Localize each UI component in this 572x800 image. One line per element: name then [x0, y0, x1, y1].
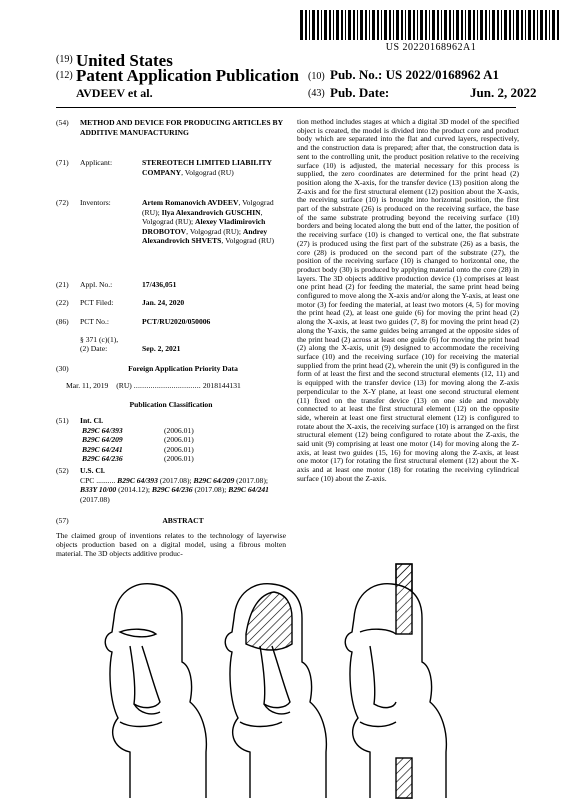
cpc-version: (2017.08); — [234, 475, 268, 485]
barcode-bar — [485, 10, 487, 40]
abstract-code: (57) — [56, 516, 69, 525]
barcode-bar — [360, 10, 363, 40]
barcode-bar — [393, 10, 394, 40]
barcode-bar — [305, 10, 307, 40]
barcode-bar — [408, 10, 411, 40]
intcl-row — [80, 454, 286, 464]
barcode-bar — [456, 10, 459, 40]
barcode-bar — [537, 10, 538, 40]
field-pct-filed — [56, 298, 286, 310]
s371-date: Sep. 2, 2021 — [142, 344, 181, 354]
inventors-code: (72) — [56, 198, 69, 207]
barcode-bar — [413, 10, 415, 40]
barcode-bar — [497, 10, 499, 40]
barcode-bar — [461, 10, 463, 40]
drawing-figures — [90, 562, 510, 800]
pct-filed-label: PCT Filed: — [80, 298, 114, 307]
barcode-bar — [321, 10, 322, 40]
barcode-bar — [317, 10, 319, 40]
field-us-cl — [56, 466, 286, 510]
publication-date: Jun. 2, 2022 — [470, 85, 537, 100]
code-10: (10) — [308, 71, 325, 82]
barcode-bar — [468, 10, 471, 40]
applicant-label: Applicant: — [80, 158, 113, 167]
figure-moai-1 — [105, 584, 206, 798]
inventor-name: Ilya Alexandrovich GUSCHIN — [161, 207, 261, 217]
barcode-bar — [420, 10, 423, 40]
field-appl-no — [56, 280, 286, 292]
barcode-bar — [341, 10, 343, 40]
barcode-number: US 20220168962A1 — [385, 42, 477, 53]
inventor-name: Alexey Vladimirovich DROBOTOV — [142, 217, 266, 236]
barcode-bar — [369, 10, 370, 40]
inventors-label: Inventors: — [80, 198, 111, 207]
barcode-bar — [300, 10, 303, 40]
uscl-code: (52) — [56, 466, 69, 475]
barcode-bar — [432, 10, 435, 40]
barcode-bar — [365, 10, 367, 40]
inventor-name: Artem Romanovich AVDEEV — [142, 198, 239, 207]
field-pct-no — [56, 317, 286, 357]
barcode-bar — [437, 10, 439, 40]
barcode-bar — [345, 10, 346, 40]
figure-moai-3 — [345, 564, 446, 798]
barcode-bar — [465, 10, 466, 40]
intcl-version: (2006.01) — [164, 435, 194, 445]
cpc-version: (2017.08); — [157, 475, 194, 485]
priority-heading: Foreign Application Priority Data — [128, 364, 238, 373]
barcode-bar — [557, 10, 559, 40]
barcode-bar — [401, 10, 403, 40]
cpc-class: B29C 64/241 — [228, 485, 269, 495]
publication-date-label: Pub. Date: — [330, 85, 390, 100]
barcode-bar — [473, 10, 475, 40]
code-12: (12) — [56, 70, 73, 81]
publication-number: Pub. No.: US 2022/0168962 A1 — [330, 67, 500, 82]
country: United States — [76, 51, 173, 70]
field-int-cl — [56, 416, 286, 468]
barcode-bar — [389, 10, 391, 40]
barcode-bar — [501, 10, 502, 40]
barcode-bar — [504, 10, 507, 40]
barcode-bar — [372, 10, 375, 40]
intcl-row — [80, 445, 286, 455]
code-19: (19) — [56, 54, 73, 65]
barcode-bar — [312, 10, 315, 40]
barcode-bar — [509, 10, 511, 40]
barcode-bar — [525, 10, 526, 40]
pct-filed-code: (22) — [56, 298, 69, 307]
field-applicant — [56, 158, 286, 188]
cpc-version: (2017.08); — [192, 485, 229, 495]
barcode-bar — [549, 10, 550, 40]
inventor-location: , Volgograd (RU); — [142, 207, 263, 227]
cpc-class: B33Y 10/00 — [80, 485, 117, 495]
field-abstract-heading — [56, 516, 286, 528]
abstract-heading: ABSTRACT — [162, 516, 204, 525]
barcode-bar — [489, 10, 490, 40]
barcode-bar — [396, 10, 399, 40]
intcl-row — [80, 435, 286, 445]
pct-no-label: PCT No.: — [80, 317, 109, 326]
barcode-bar — [429, 10, 430, 40]
barcode-bar — [545, 10, 547, 40]
intcl-version: (2006.01) — [164, 454, 194, 464]
priority-country: (RU) — [116, 381, 132, 390]
applicant-location: , Volgograd (RU) — [181, 167, 234, 177]
priority-dots: ................................ — [133, 381, 201, 390]
barcode-bar — [381, 10, 382, 40]
inventor-location: , Volgograd (RU); — [186, 226, 243, 236]
barcode-bar — [357, 10, 358, 40]
barcode-bar — [516, 10, 519, 40]
applicant-name: STEREOTECH LIMITED LIABILITY COMPANY — [142, 158, 272, 177]
priority-row — [66, 381, 286, 393]
intcl-code: (51) — [56, 416, 69, 425]
appl-no: 17/436,051 — [142, 280, 177, 289]
abstract-right: tion method includes stages at which a digital 3D model of the specified object is created, the model is divided into the product core and product body which are separated into the flat and curved layers, respectively, and the construction data is prepared; after that, the construction data is sent to the controlling unit, the product position relative to the receiving surface (10) is adjusted, the material necessary for this process is supplied, the zero coordinates are determined for the print head (2) position along the X-axis, for the transfer device (13) position along the Z-axis and for the first structural element (12) position about the X-axis, the receiving surface (10) is brought into horizontal position, the first part of the substrate (26) is produced on the receiving surface, the base of the same substrate protruding beyond the receiving surface (10) borders and being located along the butt end of the latter, the position of the receiving surface (10) is changed to vertical one, the flat substrate (27) is produced using the first part of the substrate (26) as a basis, the core (28) is produced on the second part of the substrate (27), the position of the receiving surface (10) is changed to horizontal one, the product body (30) is produced by applying material onto the core (28) in layers. The 3D objects additive production device (1) comprises at least one print head (2) for feeding the material, the same print head being configured to move along the X-axis and/or along the Y-axis, at least one motor (3) for feeding the material, at least two motors (4, 5) for moving the print head (2), at least one guide (6) for moving the print head (2) along the X-axis, at least two guides (7, 8) for moving the print head (2) along the Y-axis, the same guides being arranged at the opposite sides of the print head (2) across at least one guide (6) for moving the print head (2) along the X-axis, unit (9) designed to accommodate the receiving surface (10) and the receiving surface (10) for receiving the material supplied from the print head (2), wherein the unit (9) is configured in the form of at least the first and the second structural elements (12, 11) and is equipped with the transfer device (13) for moving along the Z-axis perpendicular to the X-Y plane, at least one second structural element (11) fixed on the transfer device (13) on one side and movably connected to at least the first structural element (12) on the opposite side, wherein at least one first structural element (12) is configured to rotate about the X-axis, the receiving surface (10) is arranged on the first structural element (12) being configured to rotate about the Z-axis, the said unit (9) comprising at least one motor (14) for moving along the Z-axis, at least two guides (15, 16) for moving along the Z-axis, at least one motor (17) for rotating the first structural element (12) about the X-axis and at least one motor (18) for rotating the receiving cylindrical surface (10) about the Z-axis. — [297, 117, 519, 483]
uscl-label: U.S. Cl. — [80, 466, 105, 475]
field-title — [56, 118, 286, 148]
intcl-row — [80, 426, 286, 436]
priority-date: Mar. 11, 2019 — [66, 381, 109, 390]
appl-code: (21) — [56, 280, 69, 289]
barcode — [300, 10, 560, 40]
field-priority — [56, 364, 286, 376]
intcl-version: (2006.01) — [164, 425, 194, 435]
cpc-class: B29C 64/236 — [151, 485, 193, 495]
applicant-code: (71) — [56, 158, 69, 167]
barcode-bar — [477, 10, 478, 40]
inventor-name: Andrey Alexandrovich SHVETS — [142, 226, 268, 246]
title: METHOD AND DEVICE FOR PRODUCING ARTICLES BY ADDITIVE MANUFACTURING — [80, 118, 283, 137]
intcl-class: B29C 64/209 — [82, 435, 123, 445]
inventor-location: , Volgograd (RU); — [142, 198, 274, 217]
barcode-bar — [453, 10, 454, 40]
cpc-version: (2014.12); — [116, 485, 152, 495]
barcode-bar — [336, 10, 339, 40]
code-43: (43) — [308, 88, 325, 99]
cpc-class: B29C 64/209 — [193, 475, 235, 485]
barcode-bar — [521, 10, 523, 40]
barcode-bar — [348, 10, 351, 40]
barcode-bar — [449, 10, 451, 40]
pct-filed: Jan. 24, 2020 — [142, 298, 185, 307]
barcode-bar — [309, 10, 310, 40]
cpc-version: (2017.08) — [80, 494, 110, 504]
priority-code: (30) — [56, 364, 69, 373]
barcode-bar — [384, 10, 387, 40]
intcl-version: (2006.01) — [164, 444, 194, 454]
barcode-bar — [552, 10, 555, 40]
cpc-class: B29C 64/393 — [117, 475, 158, 485]
barcode-bar — [540, 10, 543, 40]
pct-no: PCT/RU2020/050006 — [142, 317, 211, 326]
barcode-bar — [353, 10, 355, 40]
s371-label: § 371 (c)(1), — [80, 334, 119, 344]
barcode-bar — [528, 10, 531, 40]
barcode-bar — [533, 10, 535, 40]
classification-heading: Publication Classification — [129, 400, 213, 409]
barcode-bar — [441, 10, 442, 40]
field-inventors — [56, 198, 286, 268]
barcode-bar — [444, 10, 447, 40]
title-code: (54) — [56, 118, 69, 127]
barcode-bar — [405, 10, 406, 40]
publication-type: Patent Application Publication — [76, 66, 299, 85]
barcode-bar — [513, 10, 514, 40]
intcl-class: B29C 64/236 — [82, 454, 123, 464]
barcode-bar — [480, 10, 483, 40]
first-inventor: AVDEEV et al. — [76, 86, 153, 100]
barcode-bar — [324, 10, 327, 40]
intcl-label: Int. Cl. — [80, 416, 103, 425]
barcode-bar — [425, 10, 427, 40]
priority-number: 2018144131 — [202, 381, 241, 390]
barcode-bar — [329, 10, 331, 40]
abstract-left: The claimed group of inventions relates to the technology of layerwise objects production based on a digital model, using a fibrous molten material. The 3D objects additive produc- — [56, 531, 286, 559]
barcode-bar — [492, 10, 495, 40]
inventor-location: , Volgograd (RU) — [221, 236, 275, 246]
pct-no-code: (86) — [56, 317, 69, 326]
intcl-class: B29C 64/241 — [82, 444, 123, 454]
intcl-class: B29C 64/393 — [82, 425, 123, 435]
barcode-bar — [377, 10, 379, 40]
barcode-bar — [333, 10, 334, 40]
barcode-bar — [417, 10, 418, 40]
cpc-label: CPC .......... — [80, 475, 116, 485]
s371-date-label: (2) Date: — [80, 344, 108, 354]
figure-moai-2 — [225, 584, 326, 798]
header-rule — [56, 107, 516, 108]
appl-label: Appl. No.: — [80, 280, 113, 289]
